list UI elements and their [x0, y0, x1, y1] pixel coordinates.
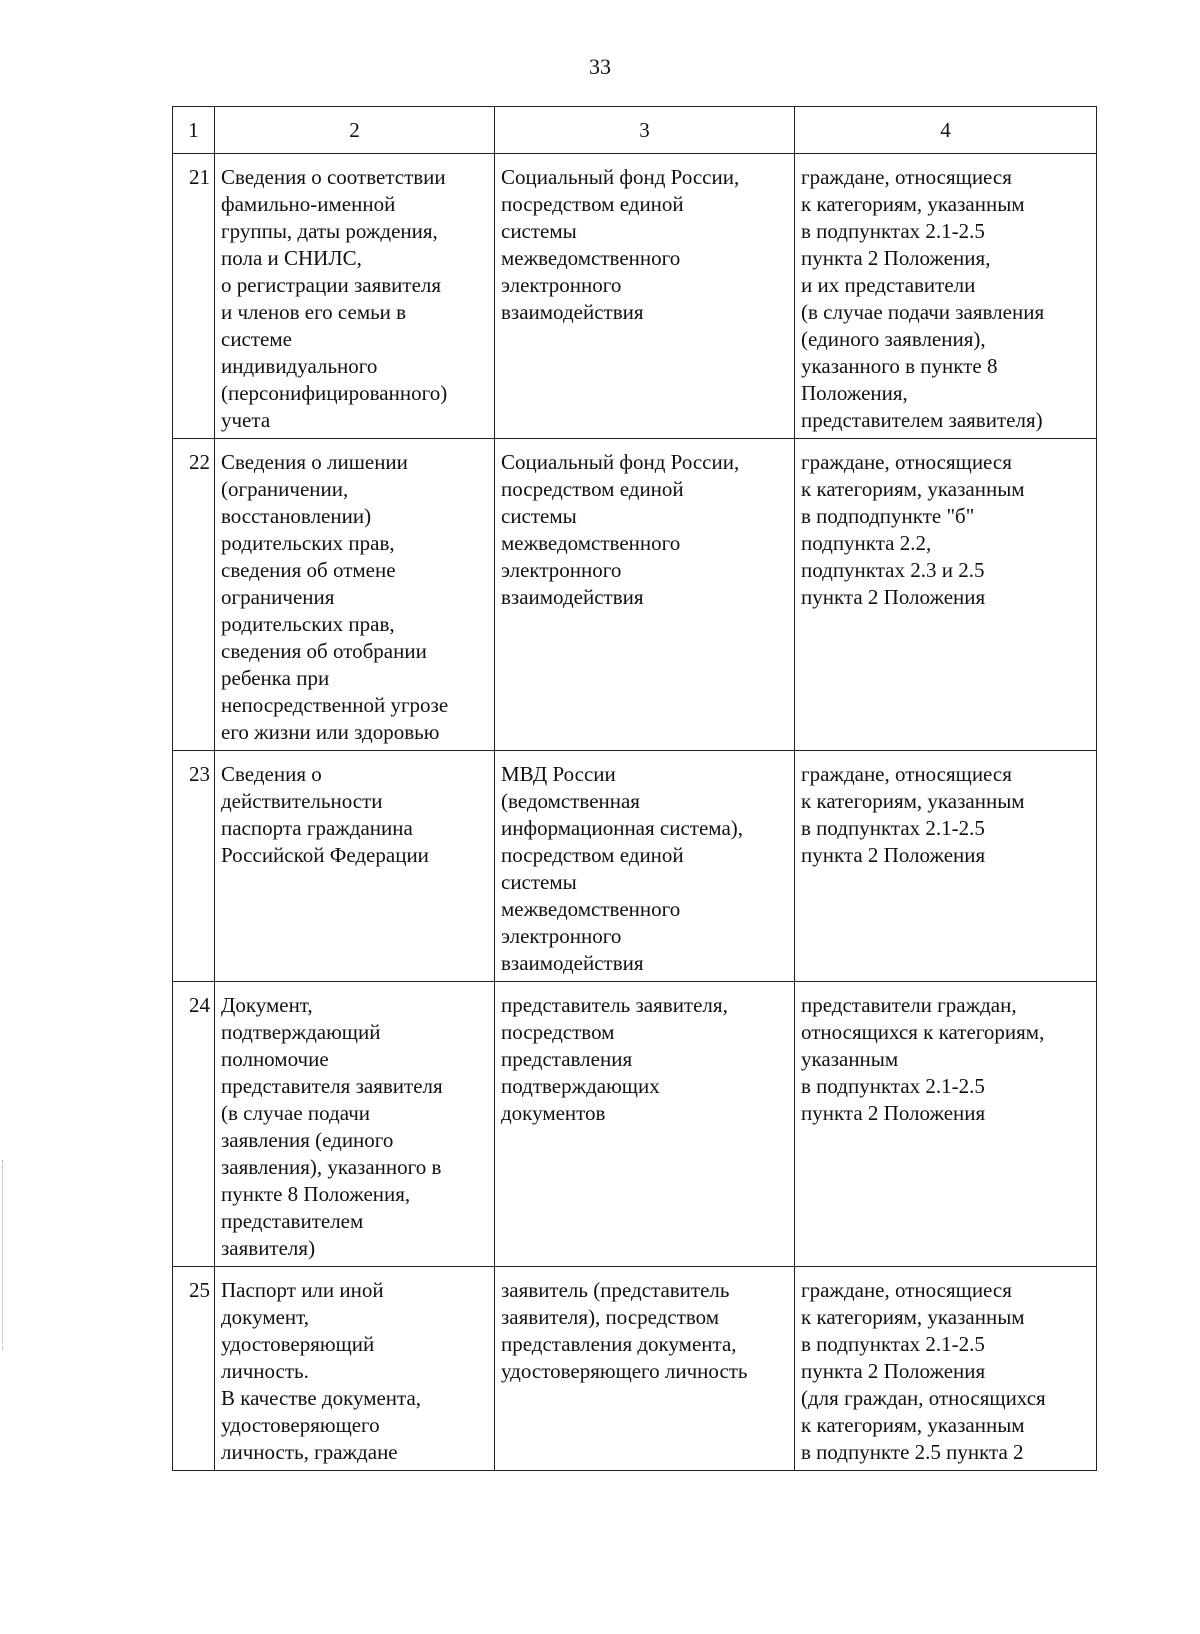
cell-text-line: взаимодействия: [501, 585, 644, 609]
cell-text-line: взаимодействия: [501, 951, 644, 975]
cell-text-line: Паспорт или иной: [221, 1278, 384, 1302]
cell-text-line: пола и СНИЛС,: [221, 246, 362, 270]
document-name-cell: [215, 154, 495, 439]
cell-text-line: заявитель (представитель: [501, 1278, 730, 1302]
table-row: [173, 1267, 1097, 1471]
cell-text-line: МВД России: [501, 762, 616, 786]
cell-text-line: Сведения о лишении: [221, 450, 408, 474]
cell-text-line: личность, граждане: [221, 1440, 398, 1464]
cell-text-line: в подпункте 2.5 пункта 2: [801, 1440, 1024, 1464]
cell-text-line: восстановлении): [221, 504, 372, 528]
cell-text-line: указанного в пункте 8: [801, 354, 998, 378]
cell-text-line: электронного: [501, 273, 622, 297]
document-name-cell: [215, 1267, 495, 1471]
cell-text-line: непосредственной угрозе: [221, 693, 449, 717]
cell-text-line: системы: [501, 219, 577, 243]
cell-text-line: подтверждающий: [221, 1020, 381, 1044]
cell-text-line: и их представители: [801, 273, 976, 297]
cell-text-line: о регистрации заявителя: [221, 273, 442, 297]
cell-text-line: Документ,: [221, 993, 313, 1017]
cell-text-line: родительских прав,: [221, 531, 395, 555]
cell-text-line: межведомственного: [501, 897, 681, 921]
cell-text-line: заявителя): [221, 1236, 316, 1260]
cell-text-line: Сведения о соответствии: [221, 165, 446, 189]
cell-text-line: заявления (единого: [221, 1128, 394, 1152]
cell-text-line: электронного: [501, 924, 622, 948]
cell-text-line: Социальный фонд России,: [501, 165, 740, 189]
cell-text-line: документ,: [221, 1305, 310, 1329]
cell-text-line: относящихся к категориям,: [801, 1020, 1045, 1044]
cell-text-line: подпункта 2.2,: [801, 531, 932, 555]
header-cell-2: 2: [215, 107, 495, 154]
cell-text-line: взаимодействия: [501, 300, 644, 324]
cell-text-line: межведомственного: [501, 246, 681, 270]
cell-text-line: пункта 2 Положения: [801, 1101, 986, 1125]
row-number: 22: [173, 439, 215, 751]
cell-text-line: к категориям, указанным: [801, 192, 1025, 216]
source-cell: [495, 439, 795, 751]
applicant-category-cell: [795, 751, 1097, 982]
cell-text-line: пункта 2 Положения: [801, 585, 986, 609]
row-number: 23: [173, 751, 215, 982]
cell-text-line: (ограничении,: [221, 477, 349, 501]
cell-text-line: к категориям, указанным: [801, 1305, 1025, 1329]
cell-text-line: граждане, относящиеся: [801, 1278, 1012, 1302]
cell-text-line: представителем заявителя): [801, 408, 1043, 432]
page-number: 33: [589, 54, 611, 79]
cell-text-line: (ведомственная: [501, 789, 640, 813]
applicant-category-cell: [795, 982, 1097, 1267]
row-number: 24: [173, 982, 215, 1267]
cell-text-line: представления: [501, 1047, 633, 1071]
cell-text-line: (единого заявления),: [801, 327, 986, 351]
cell-text-line: удостоверяющего личность: [501, 1359, 748, 1383]
table-row: [173, 439, 1097, 751]
cell-text-line: ребенка при: [221, 666, 330, 690]
cell-text-line: удостоверяющий: [221, 1332, 375, 1356]
header-cell-4: 4: [795, 107, 1097, 154]
cell-text-line: родительских прав,: [221, 612, 395, 636]
cell-text-line: пункте 8 Положения,: [221, 1182, 411, 1206]
cell-text-line: сведения об отмене: [221, 558, 396, 582]
cell-text-line: (персонифицированного): [221, 381, 448, 405]
table-row: [173, 982, 1097, 1267]
cell-text-line: В качестве документа,: [221, 1386, 422, 1410]
cell-text-line: электронного: [501, 558, 622, 582]
table-row: [173, 154, 1097, 439]
cell-text-line: учета: [221, 408, 271, 432]
cell-text-line: в подподпункте "б": [801, 504, 975, 528]
cell-text-line: полномочие: [221, 1047, 329, 1071]
cell-text-line: Положения,: [801, 381, 908, 405]
cell-text-line: в подпунктах 2.1-2.5: [801, 1074, 985, 1098]
cell-text-line: пункта 2 Положения: [801, 1359, 986, 1383]
cell-text-line: Сведения о: [221, 762, 322, 786]
cell-text-line: граждане, относящиеся: [801, 450, 1012, 474]
cell-text-line: документов: [501, 1101, 606, 1125]
cell-text-line: представителя заявителя: [221, 1074, 443, 1098]
table-row: [173, 751, 1097, 982]
cell-text-line: паспорта гражданина: [221, 816, 413, 840]
row-number: 21: [173, 154, 215, 439]
cell-text-line: к категориям, указанным: [801, 789, 1025, 813]
cell-text-line: Российской Федерации: [221, 843, 429, 867]
cell-text-line: представители граждан,: [801, 993, 1017, 1017]
cell-text-line: действительности: [221, 789, 383, 813]
source-cell: [495, 1267, 795, 1471]
cell-text-line: и членов его семьи в: [221, 300, 407, 324]
cell-text-line: посредством единой: [501, 843, 684, 867]
cell-text-line: посредством: [501, 1020, 615, 1044]
cell-text-line: системе: [221, 327, 292, 351]
cell-text-line: к категориям, указанным: [801, 477, 1025, 501]
cell-text-line: Социальный фонд России,: [501, 450, 740, 474]
cell-text-line: удостоверяющего: [221, 1413, 380, 1437]
cell-text-line: представления документа,: [501, 1332, 737, 1356]
cell-text-line: системы: [501, 504, 577, 528]
cell-text-line: системы: [501, 870, 577, 894]
cell-text-line: его жизни или здоровью: [221, 720, 440, 744]
cell-text-line: в подпунктах 2.1-2.5: [801, 219, 985, 243]
cell-text-line: граждане, относящиеся: [801, 165, 1012, 189]
cell-text-line: в подпунктах 2.1-2.5: [801, 816, 985, 840]
cell-text-line: подпунктах 2.3 и 2.5: [801, 558, 985, 582]
table-header-row: [173, 107, 1097, 154]
cell-text-line: подтверждающих: [501, 1074, 660, 1098]
header-cell-3: 3: [495, 107, 795, 154]
cell-text-line: фамильно-именной: [221, 192, 396, 216]
cell-text-line: (для граждан, относящихся: [801, 1386, 1046, 1410]
source-cell: [495, 154, 795, 439]
cell-text-line: информационная система),: [501, 816, 744, 840]
cell-text-line: посредством единой: [501, 477, 684, 501]
cell-text-line: пункта 2 Положения,: [801, 246, 991, 270]
source-cell: [495, 751, 795, 982]
document-name-cell: [215, 439, 495, 751]
document-name-cell: [215, 751, 495, 982]
applicant-category-cell: [795, 439, 1097, 751]
cell-text-line: граждане, относящиеся: [801, 762, 1012, 786]
cell-text-line: личность.: [221, 1359, 309, 1383]
cell-text-line: ограничения: [221, 585, 335, 609]
header-cell-1: 1: [173, 107, 215, 154]
cell-text-line: (в случае подачи заявления: [801, 300, 1045, 324]
cell-text-line: представителем: [221, 1209, 364, 1233]
cell-text-line: посредством единой: [501, 192, 684, 216]
scan-margin-artifact: [2, 1160, 5, 1350]
document-name-cell: [215, 982, 495, 1267]
cell-text-line: представитель заявителя,: [501, 993, 728, 1017]
cell-text-line: межведомственного: [501, 531, 681, 555]
cell-text-line: в подпунктах 2.1-2.5: [801, 1332, 985, 1356]
cell-text-line: группы, даты рождения,: [221, 219, 438, 243]
documents-table: [172, 106, 1097, 1471]
cell-text-line: к категориям, указанным: [801, 1413, 1025, 1437]
cell-text-line: (в случае подачи: [221, 1101, 371, 1125]
row-number: 25: [173, 1267, 215, 1471]
cell-text-line: сведения об отобрании: [221, 639, 427, 663]
cell-text-line: указанным: [801, 1047, 899, 1071]
applicant-category-cell: [795, 1267, 1097, 1471]
cell-text-line: пункта 2 Положения: [801, 843, 986, 867]
cell-text-line: заявителя), посредством: [501, 1305, 720, 1329]
applicant-category-cell: [795, 154, 1097, 439]
cell-text-line: заявления), указанного в: [221, 1155, 442, 1179]
source-cell: [495, 982, 795, 1267]
cell-text-line: индивидуального: [221, 354, 378, 378]
